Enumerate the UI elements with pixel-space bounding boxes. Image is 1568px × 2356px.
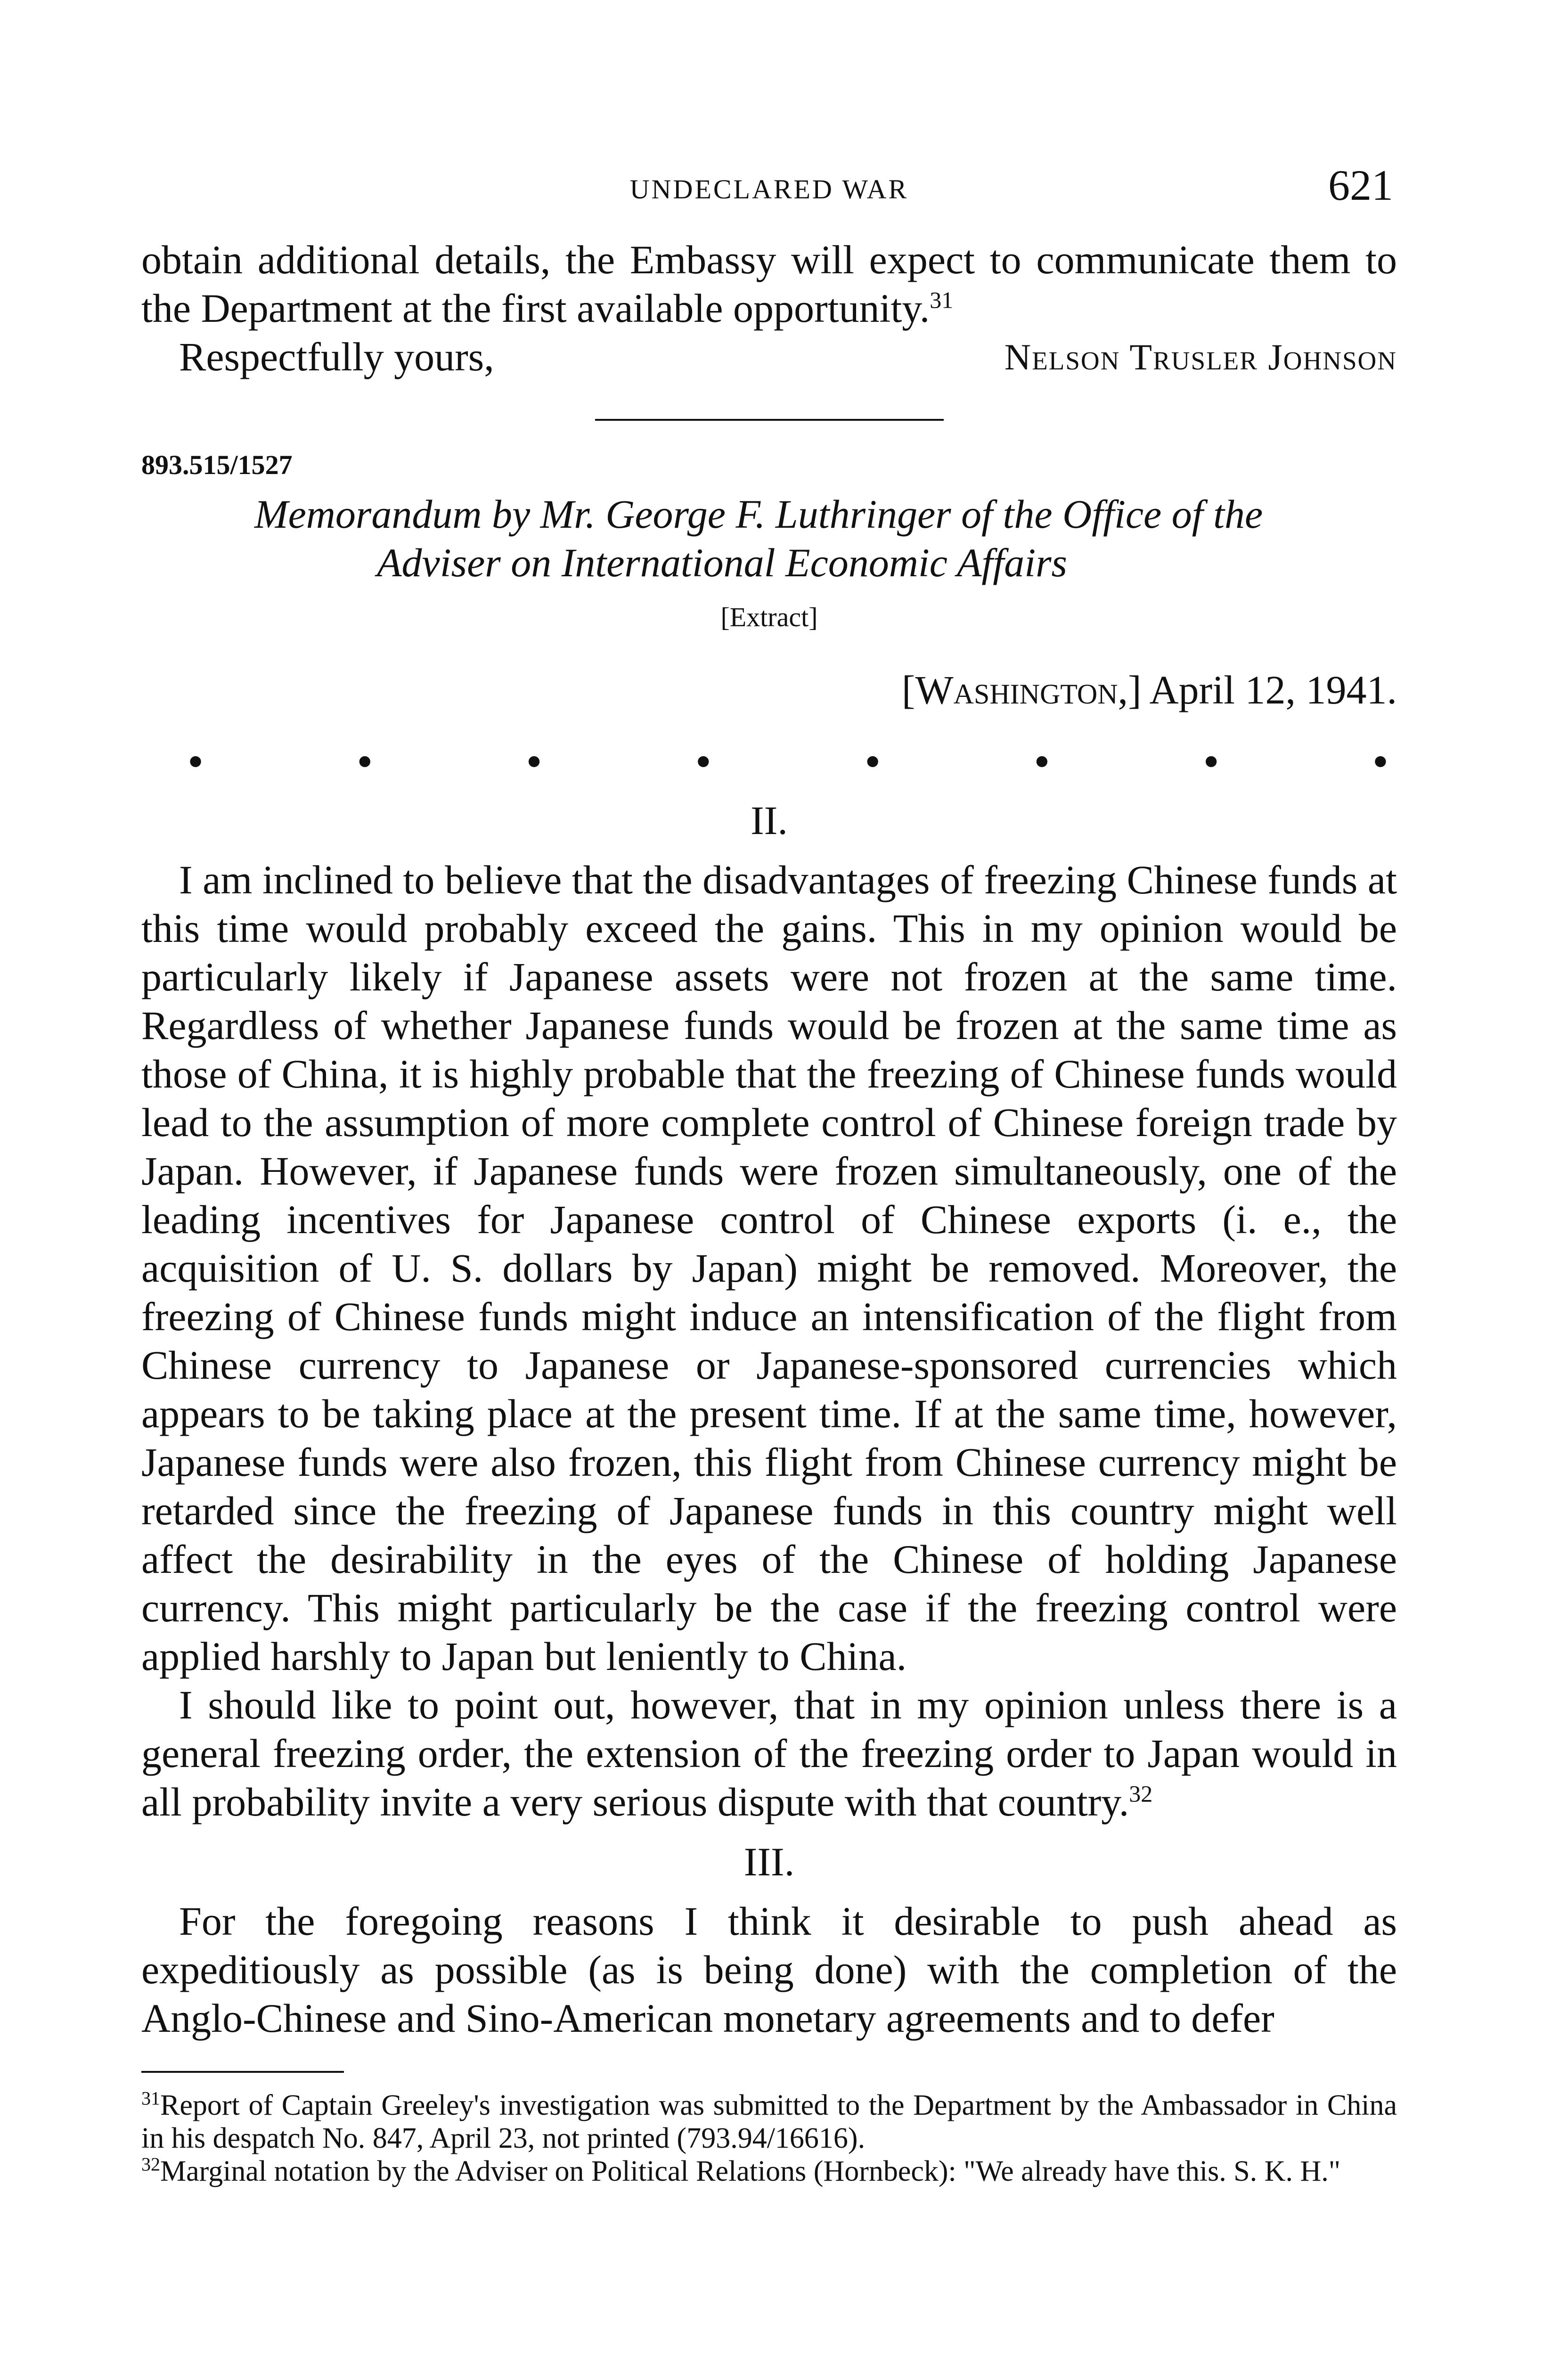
footnote-31 — [141, 2089, 1397, 2155]
footnote-32 — [141, 2155, 1397, 2188]
ellipsis-dots — [141, 739, 1397, 784]
footnote-mark: 31 — [141, 2087, 160, 2109]
running-head — [141, 160, 1397, 217]
dateline-place: [Washington,] — [901, 667, 1142, 712]
dateline — [141, 666, 1397, 714]
page-body — [141, 236, 1397, 2188]
body-paragraph: For the foregoing reasons I think it desirable to push ahead as expeditiously as possible (as is being done) with the completion of the Anglo-Chinese and Sino-American monetary agreements and to defer — [141, 1898, 1397, 2041]
document-title — [141, 490, 1397, 587]
continuation-paragraph — [141, 236, 1397, 333]
footnote-mark: 32 — [141, 2153, 160, 2175]
title-line-2: Adviser on International Economic Affairs — [377, 540, 1068, 585]
footnote-ref-32: 32 — [1129, 1780, 1153, 1807]
ellipsis-dot: • — [1373, 739, 1388, 784]
section-divider — [595, 419, 944, 421]
body-paragraph — [141, 1681, 1397, 1826]
section-heading-ii: II. — [751, 798, 788, 843]
title-line-1: Memorandum by Mr. George F. Luthringer of the Office of the — [254, 491, 1263, 537]
ellipsis-dot: • — [1204, 739, 1218, 784]
extract-label: [Extract] — [720, 602, 818, 632]
footnote-ref-31: 31 — [930, 286, 954, 313]
ellipsis-dot: • — [527, 739, 541, 784]
ellipsis-dot: • — [1035, 739, 1049, 784]
salutation: Respectfully yours, — [179, 334, 494, 379]
file-number: 893.515/1527 — [141, 450, 293, 480]
letter-closing — [141, 333, 1397, 381]
footnote-text: Report of Captain Greeley's investigation was submitted to the Department by the Ambassador in China in his despatch No. 847, April 23, not printed (793.94/16616). — [141, 2089, 1397, 2154]
ellipsis-dot: • — [358, 739, 372, 784]
dateline-date: April 12, 1941. — [1149, 667, 1397, 712]
paragraph-text: I should like to point out, however, that in my opinion unless there is a general freezing order, the extension of the freezing order to Japan would in all probability invite a very serious dispute with that country. — [141, 1682, 1397, 1824]
footnote-divider — [141, 2071, 344, 2073]
ellipsis-dot: • — [188, 739, 203, 784]
document-page — [141, 0, 1397, 2356]
running-title: UNDECLARED WAR — [629, 174, 909, 205]
footnote-text: Marginal notation by the Adviser on Political Relations (Hornbeck): "We already have this. S. K. H." — [160, 2155, 1341, 2187]
continuation-text: obtain additional details, the Embassy will expect to communicate them to the Department at the first available opportunity. — [141, 237, 1397, 331]
ellipsis-dot: • — [866, 739, 880, 784]
page-number: 621 — [1328, 161, 1393, 209]
section-heading-iii: III. — [743, 1839, 795, 1884]
signature: Nelson Trusler Johnson — [1004, 336, 1397, 377]
ellipsis-dot: • — [696, 739, 710, 784]
body-paragraph: I am inclined to believe that the disadvantages of freezing Chinese funds at this time would probably exceed the gains. This in my opinion would be particularly likely if Japanese assets were not frozen at the same time. Regardless of whether Japanese funds would be frozen at the same time as those of China, it is highly probable that the freezing of Chinese funds would lead to the assumption of more complete control of Chinese foreign trade by Japan. However, if Japanese funds were frozen simultaneously, one of the leading incentives for Japanese control of Chinese exports (i. e., the acquisition of U. S. dollars by Japan) might be removed. Moreover, the freezing of Chinese funds might induce an intensification of the flight from Chinese currency to Japanese or Japanese-sponsored currencies which appears to be taking place at the present time. If at the same time, however, Japanese funds were also frozen, this flight from Chinese currency might be retarded since the freezing of Japanese funds in this country might well affect the desirability in the eyes of the Chinese of holding Japanese currency. This might particularly be the case if the freezing control were applied harshly to Japan but leniently to China. — [141, 857, 1397, 1679]
